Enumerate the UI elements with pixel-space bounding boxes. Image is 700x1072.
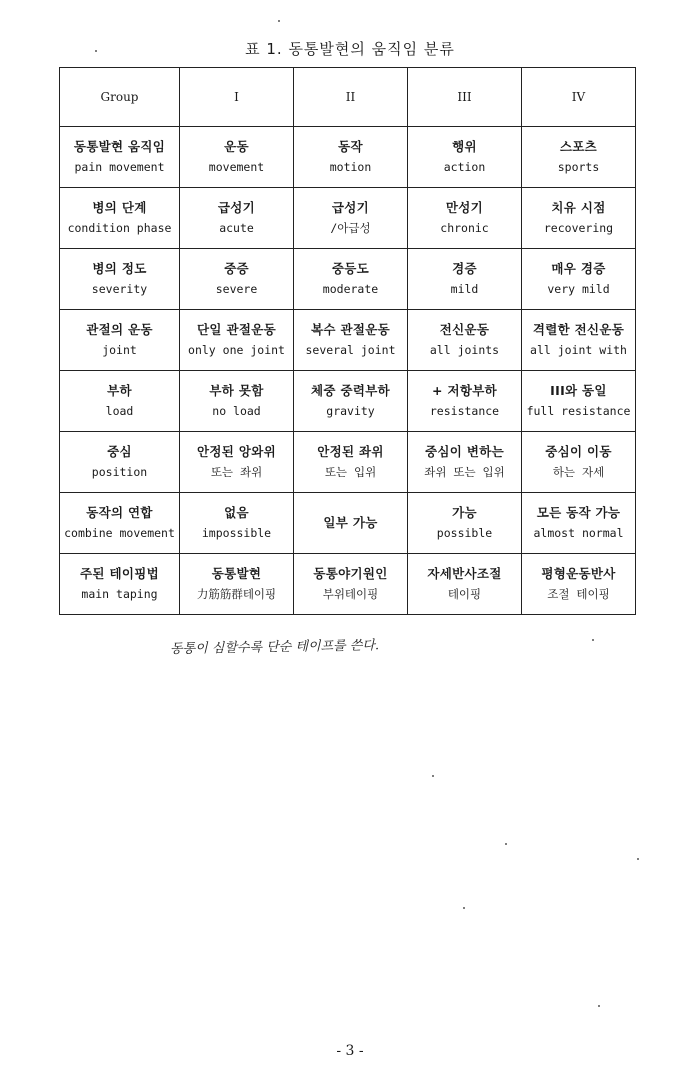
row-label-cell	[60, 432, 180, 493]
cell-english-text: only one joint	[188, 343, 285, 357]
row-label-cell	[60, 493, 180, 554]
table-cell	[408, 127, 522, 188]
cell-english-text: 좌위 또는 입위	[424, 465, 505, 479]
cell-korean-text: 동작의 연합	[86, 505, 153, 520]
table-cell	[522, 249, 636, 310]
cell-english-text: almost normal	[533, 526, 624, 540]
table-cell	[180, 127, 294, 188]
header-cell: III	[408, 68, 522, 127]
cell-english-text: moderate	[322, 282, 379, 296]
cell-korean-text: 중심이 변하는	[425, 444, 504, 459]
cell-korean-text: 일부 가능	[323, 515, 378, 530]
table-cell	[522, 371, 636, 432]
table-cell	[294, 188, 408, 249]
table-cell	[408, 554, 522, 615]
cell-english-text: position	[91, 465, 148, 479]
cell-korean-text: 관절의 운동	[86, 322, 153, 337]
cell-korean-text: 중등도	[331, 261, 370, 276]
row-label-cell	[60, 127, 180, 188]
cell-korean-text: 동통야기원인	[313, 566, 388, 581]
table-row	[60, 249, 636, 310]
cell-korean-text: 부하	[107, 383, 132, 398]
scan-speck	[278, 20, 280, 22]
cell-english-text: /아급성	[330, 221, 371, 235]
handwritten-note: 동통이 심할수록 단순 테이프를 쓴다.	[169, 638, 380, 657]
cell-english-text: possible	[436, 526, 493, 540]
cell-english-text: very mild	[547, 282, 610, 296]
cell-english-text: 力筋筋群테이핑	[196, 587, 277, 601]
cell-english-text: load	[105, 404, 134, 418]
cell-korean-text: 동작	[338, 139, 363, 154]
row-label-cell	[60, 249, 180, 310]
cell-english-text: all joint with	[530, 343, 627, 357]
cell-korean-text: 병의 단계	[92, 200, 147, 215]
header-cell: II	[294, 68, 408, 127]
cell-korean-text: 부하 못함	[209, 383, 264, 398]
cell-korean-text: 급성기	[331, 200, 370, 215]
table-cell	[522, 432, 636, 493]
cell-english-text: action	[443, 160, 486, 174]
cell-korean-text: 매우 경증	[551, 261, 606, 276]
cell-english-text: severity	[91, 282, 148, 296]
table-row	[60, 432, 636, 493]
header-cell: Group	[60, 68, 180, 127]
scan-speck	[598, 1005, 600, 1007]
cell-english-text: sports	[557, 160, 600, 174]
table-row	[60, 310, 636, 371]
table-cell	[180, 249, 294, 310]
cell-korean-text: + 저항부하	[432, 383, 497, 398]
cell-english-text: several joint	[305, 343, 396, 357]
cell-english-text: all joints	[429, 343, 500, 357]
table-cell	[180, 188, 294, 249]
cell-english-text: 또는 좌위	[210, 465, 263, 479]
table-cell	[294, 249, 408, 310]
cell-english-text: motion	[329, 160, 372, 174]
scan-speck	[637, 858, 639, 860]
cell-korean-text: 평형운동반사	[541, 566, 616, 581]
table-header-row	[60, 68, 636, 127]
cell-english-text: recovering	[543, 221, 614, 235]
table-cell	[294, 493, 408, 554]
table-cell	[522, 127, 636, 188]
header-cell: I	[180, 68, 294, 127]
cell-korean-text: 중심이 이동	[545, 444, 612, 459]
cell-korean-text: 중심	[107, 444, 132, 459]
table-cell	[294, 371, 408, 432]
cell-korean-text: 동통발현	[211, 566, 262, 581]
table-cell	[180, 554, 294, 615]
row-label-cell	[60, 310, 180, 371]
cell-korean-text: 스포츠	[559, 139, 598, 154]
cell-english-text: severe	[215, 282, 258, 296]
cell-english-text: 조절 테이핑	[547, 587, 610, 601]
cell-korean-text: 행위	[452, 139, 477, 154]
table-cell	[180, 493, 294, 554]
table-row	[60, 188, 636, 249]
table-row	[60, 371, 636, 432]
scan-speck	[95, 50, 97, 52]
cell-english-text: combine movement	[64, 526, 175, 540]
cell-english-text: full resistance	[526, 404, 631, 418]
cell-korean-text: 자세반사조절	[427, 566, 502, 581]
cell-english-text: impossible	[201, 526, 272, 540]
cell-english-text: condition phase	[67, 221, 172, 235]
cell-korean-text: 운동	[224, 139, 249, 154]
table-cell	[180, 371, 294, 432]
cell-korean-text: 안정된 앙와위	[197, 444, 276, 459]
row-label-cell	[60, 371, 180, 432]
table-cell	[294, 554, 408, 615]
table-row	[60, 493, 636, 554]
table-cell	[294, 432, 408, 493]
table-row	[60, 127, 636, 188]
row-label-cell	[60, 188, 180, 249]
scan-speck	[592, 639, 594, 641]
table-cell	[522, 493, 636, 554]
cell-english-text: pain movement	[74, 160, 165, 174]
cell-korean-text: 안정된 좌위	[317, 444, 384, 459]
table-row	[60, 554, 636, 615]
cell-english-text: 하는 자세	[552, 465, 605, 479]
cell-korean-text: 복수 관절운동	[311, 322, 390, 337]
cell-korean-text: 주된 테이핑법	[80, 566, 159, 581]
cell-korean-text: 치유 시점	[551, 200, 606, 215]
cell-english-text: chronic	[440, 221, 489, 235]
page-number: - 3 -	[336, 1043, 364, 1059]
header-cell: IV	[522, 68, 636, 127]
table-cell	[522, 554, 636, 615]
cell-korean-text: 모든 동작 가능	[536, 505, 621, 520]
scan-speck	[505, 843, 507, 845]
cell-english-text: resistance	[429, 404, 500, 418]
cell-english-text: no load	[212, 404, 261, 418]
cell-korean-text: 경증	[452, 261, 477, 276]
cell-korean-text: III와 동일	[550, 383, 607, 398]
table-cell	[180, 310, 294, 371]
cell-korean-text: 병의 정도	[92, 261, 147, 276]
row-label-cell	[60, 554, 180, 615]
movement-classification-table	[59, 67, 636, 615]
scan-speck	[463, 907, 465, 909]
cell-english-text: acute	[219, 221, 254, 235]
cell-korean-text: 가능	[452, 505, 477, 520]
cell-korean-text: 동통발현 움직임	[73, 139, 166, 154]
cell-english-text: movement	[208, 160, 265, 174]
cell-korean-text: 없음	[224, 505, 249, 520]
table-title: 표 1. 동통발현의 움직임 분류	[245, 40, 455, 58]
table-cell	[294, 310, 408, 371]
cell-english-text: mild	[450, 282, 479, 296]
table-cell	[180, 432, 294, 493]
cell-english-text: 또는 입위	[324, 465, 377, 479]
cell-korean-text: 단일 관절운동	[197, 322, 276, 337]
table-cell	[408, 371, 522, 432]
table-cell	[408, 310, 522, 371]
cell-english-text: gravity	[326, 404, 375, 418]
cell-english-text: 테이핑	[447, 587, 482, 601]
table-cell	[522, 310, 636, 371]
cell-korean-text: 체중 중력부하	[311, 383, 390, 398]
table-cell	[408, 493, 522, 554]
cell-korean-text: 만성기	[445, 200, 484, 215]
cell-korean-text: 급성기	[217, 200, 256, 215]
cell-korean-text: 중증	[224, 261, 249, 276]
scan-speck	[432, 775, 434, 777]
table-cell	[408, 249, 522, 310]
cell-english-text: main taping	[81, 587, 158, 601]
cell-korean-text: 격렬한 전신운동	[532, 322, 625, 337]
table-cell	[408, 188, 522, 249]
table-cell	[522, 188, 636, 249]
cell-english-text: 부위테이핑	[322, 587, 379, 601]
cell-english-text: joint	[102, 343, 137, 357]
table-cell	[294, 127, 408, 188]
cell-korean-text: 전신운동	[439, 322, 490, 337]
table-cell	[408, 432, 522, 493]
